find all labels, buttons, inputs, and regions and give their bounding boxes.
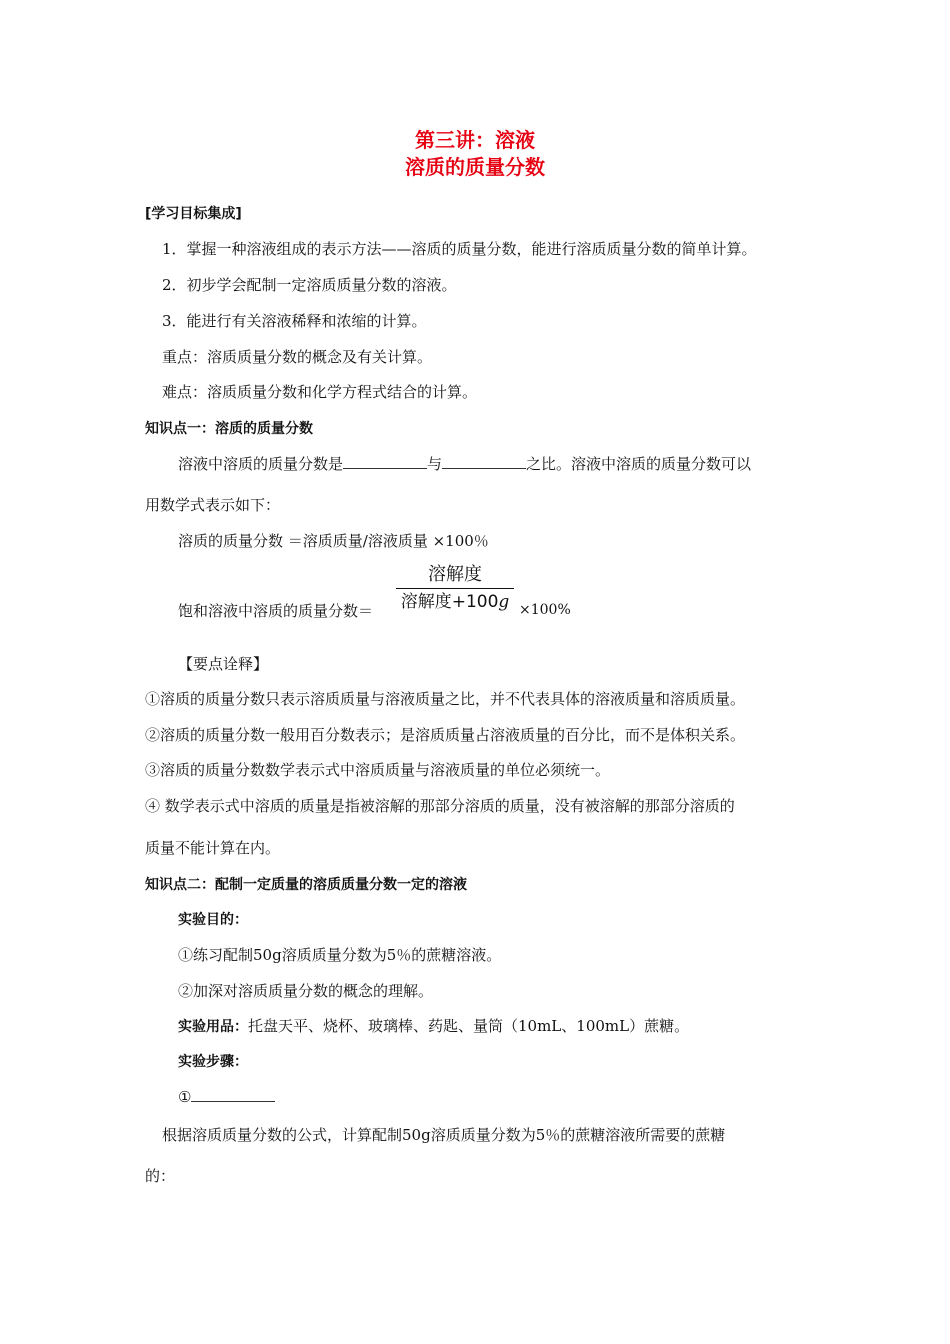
formula2-tail: ×100% bbox=[519, 602, 571, 618]
difficulty-point: 难点：溶质质量分数和化学方程式结合的计算。 bbox=[162, 383, 478, 401]
calc-instruction: 根据溶质质量分数的公式，计算配制50g溶质质量分数为5％的蔗糖溶液所需要的蔗糖 bbox=[162, 1126, 726, 1144]
step-number: ① bbox=[178, 1088, 192, 1106]
fraction-numerator: 溶解度 bbox=[428, 564, 482, 585]
steps-label: 实验步骤： bbox=[178, 1054, 248, 1070]
fill-blank bbox=[343, 454, 427, 469]
note-item: ④ 数学表示式中溶质的质量是指被溶解的那部分溶质的质量，没有被溶解的那部分溶质的 bbox=[145, 797, 735, 815]
goal-item: 2．初步学会配制一定溶质质量分数的溶液。 bbox=[162, 276, 457, 294]
note-item: ②溶质的质量分数一般用百分数表示；是溶质质量占溶液质量的百分比，而不是体积关系。 bbox=[145, 726, 746, 744]
key-point: 重点：溶质质量分数的概念及有关计算。 bbox=[162, 348, 433, 366]
purpose-label: 实验目的： bbox=[178, 912, 248, 928]
kp1-text-c: 之比。溶液中溶质的质量分数可以 bbox=[526, 455, 752, 473]
page-subtitle: 溶质的质量分数 bbox=[405, 155, 545, 179]
notes-heading: 【要点诠释】 bbox=[178, 655, 269, 673]
kp2-heading: 知识点二：配制一定质量的溶质质量分数一定的溶液 bbox=[145, 877, 467, 893]
formula2-fraction bbox=[396, 563, 514, 613]
fraction-denominator: 溶解度+100g bbox=[400, 592, 510, 612]
kp1-definition bbox=[178, 453, 751, 474]
purpose-item: ②加深对溶质质量分数的概念的理解。 bbox=[178, 982, 434, 1000]
page-title: 第三讲：溶液 bbox=[415, 128, 535, 152]
goal-item: 3．能进行有关溶液稀释和浓缩的计算。 bbox=[162, 312, 427, 330]
fill-blank bbox=[191, 1087, 275, 1102]
materials-line bbox=[178, 1015, 689, 1036]
kp1-text-b: 与 bbox=[427, 455, 443, 473]
calc-instruction-cont: 的： bbox=[145, 1167, 176, 1185]
goals-heading: [学习目标集成] bbox=[145, 206, 242, 222]
materials-text: 托盘天平、烧杯、玻璃棒、药匙、量筒（10mL、100mL）蔗糖。 bbox=[248, 1017, 690, 1035]
note-item: ①溶质的质量分数只表示溶质质量与溶液质量之比，并不代表具体的溶液质量和溶质质量。 bbox=[145, 690, 746, 708]
fraction-bar bbox=[396, 588, 514, 589]
kp1-definition-cont: 用数学式表示如下： bbox=[145, 496, 281, 514]
kp1-text-a: 溶液中溶质的质量分数是 bbox=[178, 455, 344, 473]
kp1-heading: 知识点一：溶质的质量分数 bbox=[145, 421, 313, 437]
formula-mass-fraction: 溶质的质量分数 ＝溶质质量/溶液质量 ×100％ bbox=[178, 532, 489, 550]
step-item bbox=[178, 1087, 275, 1106]
formula2-label: 饱和溶液中溶质的质量分数＝ bbox=[178, 602, 374, 620]
fill-blank bbox=[442, 454, 526, 469]
goal-item: 1．掌握一种溶液组成的表示方法——溶质的质量分数，能进行溶质质量分数的简单计算。 bbox=[162, 240, 757, 258]
note-item: ③溶质的质量分数数学表示式中溶质质量与溶液质量的单位必须统一。 bbox=[145, 761, 611, 779]
purpose-item: ①练习配制50g溶质质量分数为5％的蔗糖溶液。 bbox=[178, 946, 502, 964]
note-item-cont: 质量不能计算在内。 bbox=[145, 839, 281, 857]
materials-label: 实验用品： bbox=[178, 1019, 248, 1035]
